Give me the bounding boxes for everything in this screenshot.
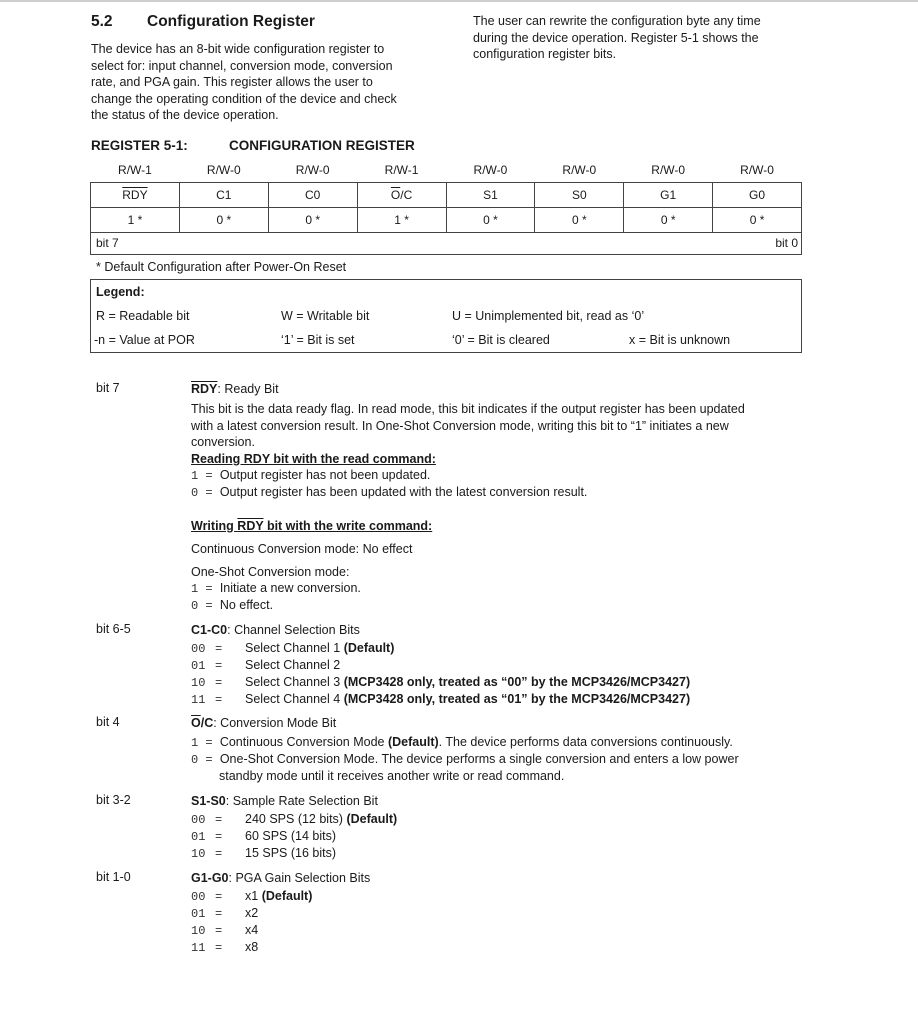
bit4-title: : Conversion Mode Bit — [213, 716, 337, 730]
option-text: . The device performs data conversions continuously. — [438, 735, 733, 749]
option-code: 1 — [191, 736, 199, 750]
bit-name-cell: C0 — [268, 183, 357, 208]
option-bold: (Default) — [261, 889, 313, 903]
bit7-label: bit 7 — [96, 381, 120, 395]
option-text: Initiate a new conversion. — [219, 581, 361, 595]
access-cell: R/W-0 — [473, 163, 508, 177]
page-top-border — [0, 0, 918, 2]
legend-set: ‘1’ = Bit is set — [281, 333, 355, 347]
option-code: 0 — [191, 486, 199, 500]
default-cell: 0 * — [713, 208, 802, 233]
write-heading-pre: Writing — [191, 519, 238, 533]
default-cell: 1 * — [357, 208, 446, 233]
option-code: 01 — [191, 659, 206, 673]
option-text: Continuous Conversion Mode — [219, 735, 388, 749]
bit65-label: bit 6-5 — [96, 622, 131, 636]
bit-name-cell: S1 — [446, 183, 535, 208]
legend-title: Legend: — [96, 285, 145, 299]
intro-paragraph-left — [91, 41, 431, 124]
write-command-heading — [191, 518, 432, 535]
option-text: 15 SPS (16 bits) — [245, 846, 337, 860]
bit32-title: : Sample Rate Selection Bit — [225, 794, 378, 808]
register-footnote: * Default Configuration after Power-On Reset — [96, 260, 347, 274]
option-text: Select Channel 4 — [245, 692, 344, 706]
bit4-label: bit 4 — [96, 715, 120, 729]
option-code: 10 — [191, 676, 206, 690]
bit-name-cell — [357, 183, 446, 208]
bit-name-cell — [91, 183, 180, 208]
s1s0-name: S1-S0 — [191, 794, 226, 808]
access-cell: R/W-0 — [562, 163, 597, 177]
access-cell: R/W-0 — [206, 163, 241, 177]
access-cell: R/W-0 — [740, 163, 774, 177]
read-command-heading: Reading RDY bit with the read command: — [191, 452, 436, 466]
desc-line: This bit is the data ready flag. In read mode, this bit indicates if the output register has been updated — [191, 402, 745, 416]
para-line: during the device operation. Register 5-1 shows the — [473, 30, 759, 45]
rate-option: 01 = 60 SPS (14 bits) — [191, 829, 337, 844]
bit-name-row — [91, 183, 802, 208]
option-text: No effect. — [219, 598, 274, 612]
bit-low-label: bit 0 — [775, 236, 798, 250]
mode-option-0-continued: standby mode until it receives another write or read command. — [219, 769, 565, 783]
bit-name-cell: G0 — [713, 183, 802, 208]
option-code: 00 — [191, 642, 206, 656]
channel-option: 10 = Select Channel 3 (MCP3428 only, treated as “00” by the MCP3426/MCP3427) — [191, 675, 691, 690]
rate-option: 00 = 240 SPS (12 bits) (Default) — [191, 812, 398, 827]
default-value-row — [91, 208, 802, 233]
option-text: Select Channel 1 — [245, 641, 344, 655]
option-text: Select Channel 2 — [245, 658, 341, 672]
bit65-heading — [191, 622, 360, 639]
option-text: x2 — [245, 906, 259, 920]
legend-readable: R = Readable bit — [96, 309, 190, 323]
option-bold: (Default) — [387, 735, 439, 749]
option-bold: (Default) — [343, 641, 395, 655]
para-line: select for: input channel, conversion mode, conversion — [91, 58, 393, 73]
option-text: 60 SPS (14 bits) — [245, 829, 337, 843]
read-option-1: 1 = Output register has not been updated. — [191, 468, 431, 483]
bit65-title: : Channel Selection Bits — [227, 623, 360, 637]
bit-name-oc: $\overline{O}/C$ — [390, 188, 413, 202]
access-cell: R/W-0 — [651, 163, 686, 177]
option-code: 01 — [191, 907, 206, 921]
para-line: The user can rewrite the configuration byte any time — [473, 14, 761, 28]
bit-high-label: bit 7 — [96, 236, 119, 250]
option-text: Output register has not been updated. — [219, 468, 431, 482]
bit-name-cell: S0 — [535, 183, 624, 208]
option-code: 11 — [191, 693, 206, 707]
bit7-title: : Ready Bit — [217, 382, 279, 396]
option-bold: (Default) — [346, 812, 398, 826]
option-code: 01 — [191, 830, 206, 844]
option-text: x8 — [245, 940, 259, 954]
desc-line: conversion. — [191, 435, 255, 449]
option-bold: (MCP3428 only, treated as “00” by the MCP3426/MCP3427) — [343, 675, 691, 689]
option-code: 0 — [191, 599, 199, 613]
legend-cleared: ‘0’ = Bit is cleared — [452, 333, 550, 347]
legend-unimplemented: U = Unimplemented bit, read as ‘0’ — [452, 309, 645, 323]
default-cell: 0 * — [624, 208, 713, 233]
legend-unknown: x = Bit is unknown — [629, 333, 731, 347]
bit32-heading — [191, 793, 378, 810]
bit-name-cell: G1 — [624, 183, 713, 208]
section-number: 5.2 — [91, 13, 113, 30]
option-text: Output register has been updated with the latest conversion result. — [219, 485, 588, 499]
gain-option: 00 = x1 (Default) — [191, 889, 313, 904]
register-title: CONFIGURATION REGISTER — [229, 138, 415, 153]
bit10-label: bit 1-0 — [96, 870, 131, 884]
option-code: 00 — [191, 813, 206, 827]
section-title: Configuration Register — [147, 13, 315, 30]
channel-option: 00 = Select Channel 1 (Default) — [191, 641, 395, 656]
rdy-name: $\overline{RDY}$ — [191, 382, 218, 396]
mode-option-1: 1 = Continuous Conversion Mode (Default). The device performs data conversions continuously. — [191, 735, 733, 750]
register-table — [90, 158, 802, 233]
gain-option: 11 = x8 — [191, 940, 259, 955]
default-cell: 0 * — [179, 208, 268, 233]
desc-line: with a latest conversion result. In One-Shot Conversion mode, writing this bit to “1” initiates a new — [191, 418, 729, 433]
option-text: One-Shot Conversion Mode. The device performs a single conversion and enters a low power — [219, 752, 739, 766]
access-cell: R/W-1 — [118, 163, 152, 177]
option-code: 10 — [191, 924, 206, 938]
channel-option: 01 = Select Channel 2 — [191, 658, 341, 673]
para-line: change the operating condition of the device and check — [91, 91, 397, 106]
bit-order-row — [90, 232, 802, 255]
legend-writable: W = Writable bit — [281, 309, 370, 323]
rate-option: 10 = 15 SPS (16 bits) — [191, 846, 337, 861]
default-cell: 0 * — [268, 208, 357, 233]
option-code: 10 — [191, 847, 206, 861]
option-code: 1 — [191, 582, 199, 596]
para-line: the status of the device operation. — [91, 108, 279, 122]
access-cell: R/W-0 — [295, 163, 330, 177]
option-code: 0 — [191, 753, 199, 767]
default-cell: 0 * — [535, 208, 624, 233]
legend-box — [90, 279, 802, 353]
access-cell: R/W-1 — [384, 163, 419, 177]
para-line: The device has an 8-bit wide configuration register to — [91, 42, 385, 56]
bit4-heading: $\overline{O}/C$: Conversion Mode Bit — [191, 716, 337, 730]
read-option-0: 0 = Output register has been updated with the latest conversion result. — [191, 485, 588, 500]
option-text: x1 — [245, 889, 262, 903]
oneshot-mode-note: One-Shot Conversion mode: — [191, 565, 350, 579]
option-bold: (MCP3428 only, treated as “01” by the MCP3426/MCP3427) — [343, 692, 691, 706]
bit32-label: bit 3-2 — [96, 793, 131, 807]
bit-name-cell: C1 — [179, 183, 268, 208]
para-line: rate, and PGA gain. This register allows the user to — [91, 75, 373, 89]
option-text: Select Channel 3 — [245, 675, 344, 689]
channel-option: 11 = Select Channel 4 (MCP3428 only, treated as “01” by the MCP3426/MCP3427) — [191, 692, 691, 707]
default-cell: 0 * — [446, 208, 535, 233]
c1c0-name: C1-C0 — [191, 623, 228, 637]
bit7-heading — [191, 381, 279, 398]
para-line: configuration register bits. — [473, 47, 617, 61]
default-cell: 1 * — [91, 208, 180, 233]
bit10-title: : PGA Gain Selection Bits — [228, 871, 371, 885]
gain-option: 10 = x4 — [191, 923, 259, 938]
g1g0-name: G1-G0 — [191, 871, 229, 885]
write-heading-post: bit with the write command: — [263, 519, 433, 533]
option-code: 1 — [191, 469, 199, 483]
legend-por: -n = Value at POR — [94, 333, 195, 347]
option-code: 00 — [191, 890, 206, 904]
option-text: 240 SPS (12 bits) — [245, 812, 347, 826]
intro-paragraph-right — [473, 13, 813, 63]
write-option-1: 1 = Initiate a new conversion. — [191, 581, 361, 596]
mode-option-0: 0 = One-Shot Conversion Mode. The device performs a single conversion and enters a low power — [191, 752, 739, 767]
register-label: REGISTER 5-1: — [91, 138, 188, 153]
bit7-description — [191, 401, 806, 451]
bit-name-rdy: $\overline{RDY}$ — [122, 188, 148, 202]
continuous-mode-note: Continuous Conversion mode: No effect — [191, 542, 413, 556]
gain-option: 01 = x2 — [191, 906, 259, 921]
bit10-heading — [191, 870, 370, 887]
write-heading-rdy: RDY — [237, 519, 264, 533]
write-option-0: 0 = No effect. — [191, 598, 274, 613]
option-code: 11 — [191, 941, 206, 955]
access-row — [91, 158, 802, 183]
option-text: x4 — [245, 923, 259, 937]
